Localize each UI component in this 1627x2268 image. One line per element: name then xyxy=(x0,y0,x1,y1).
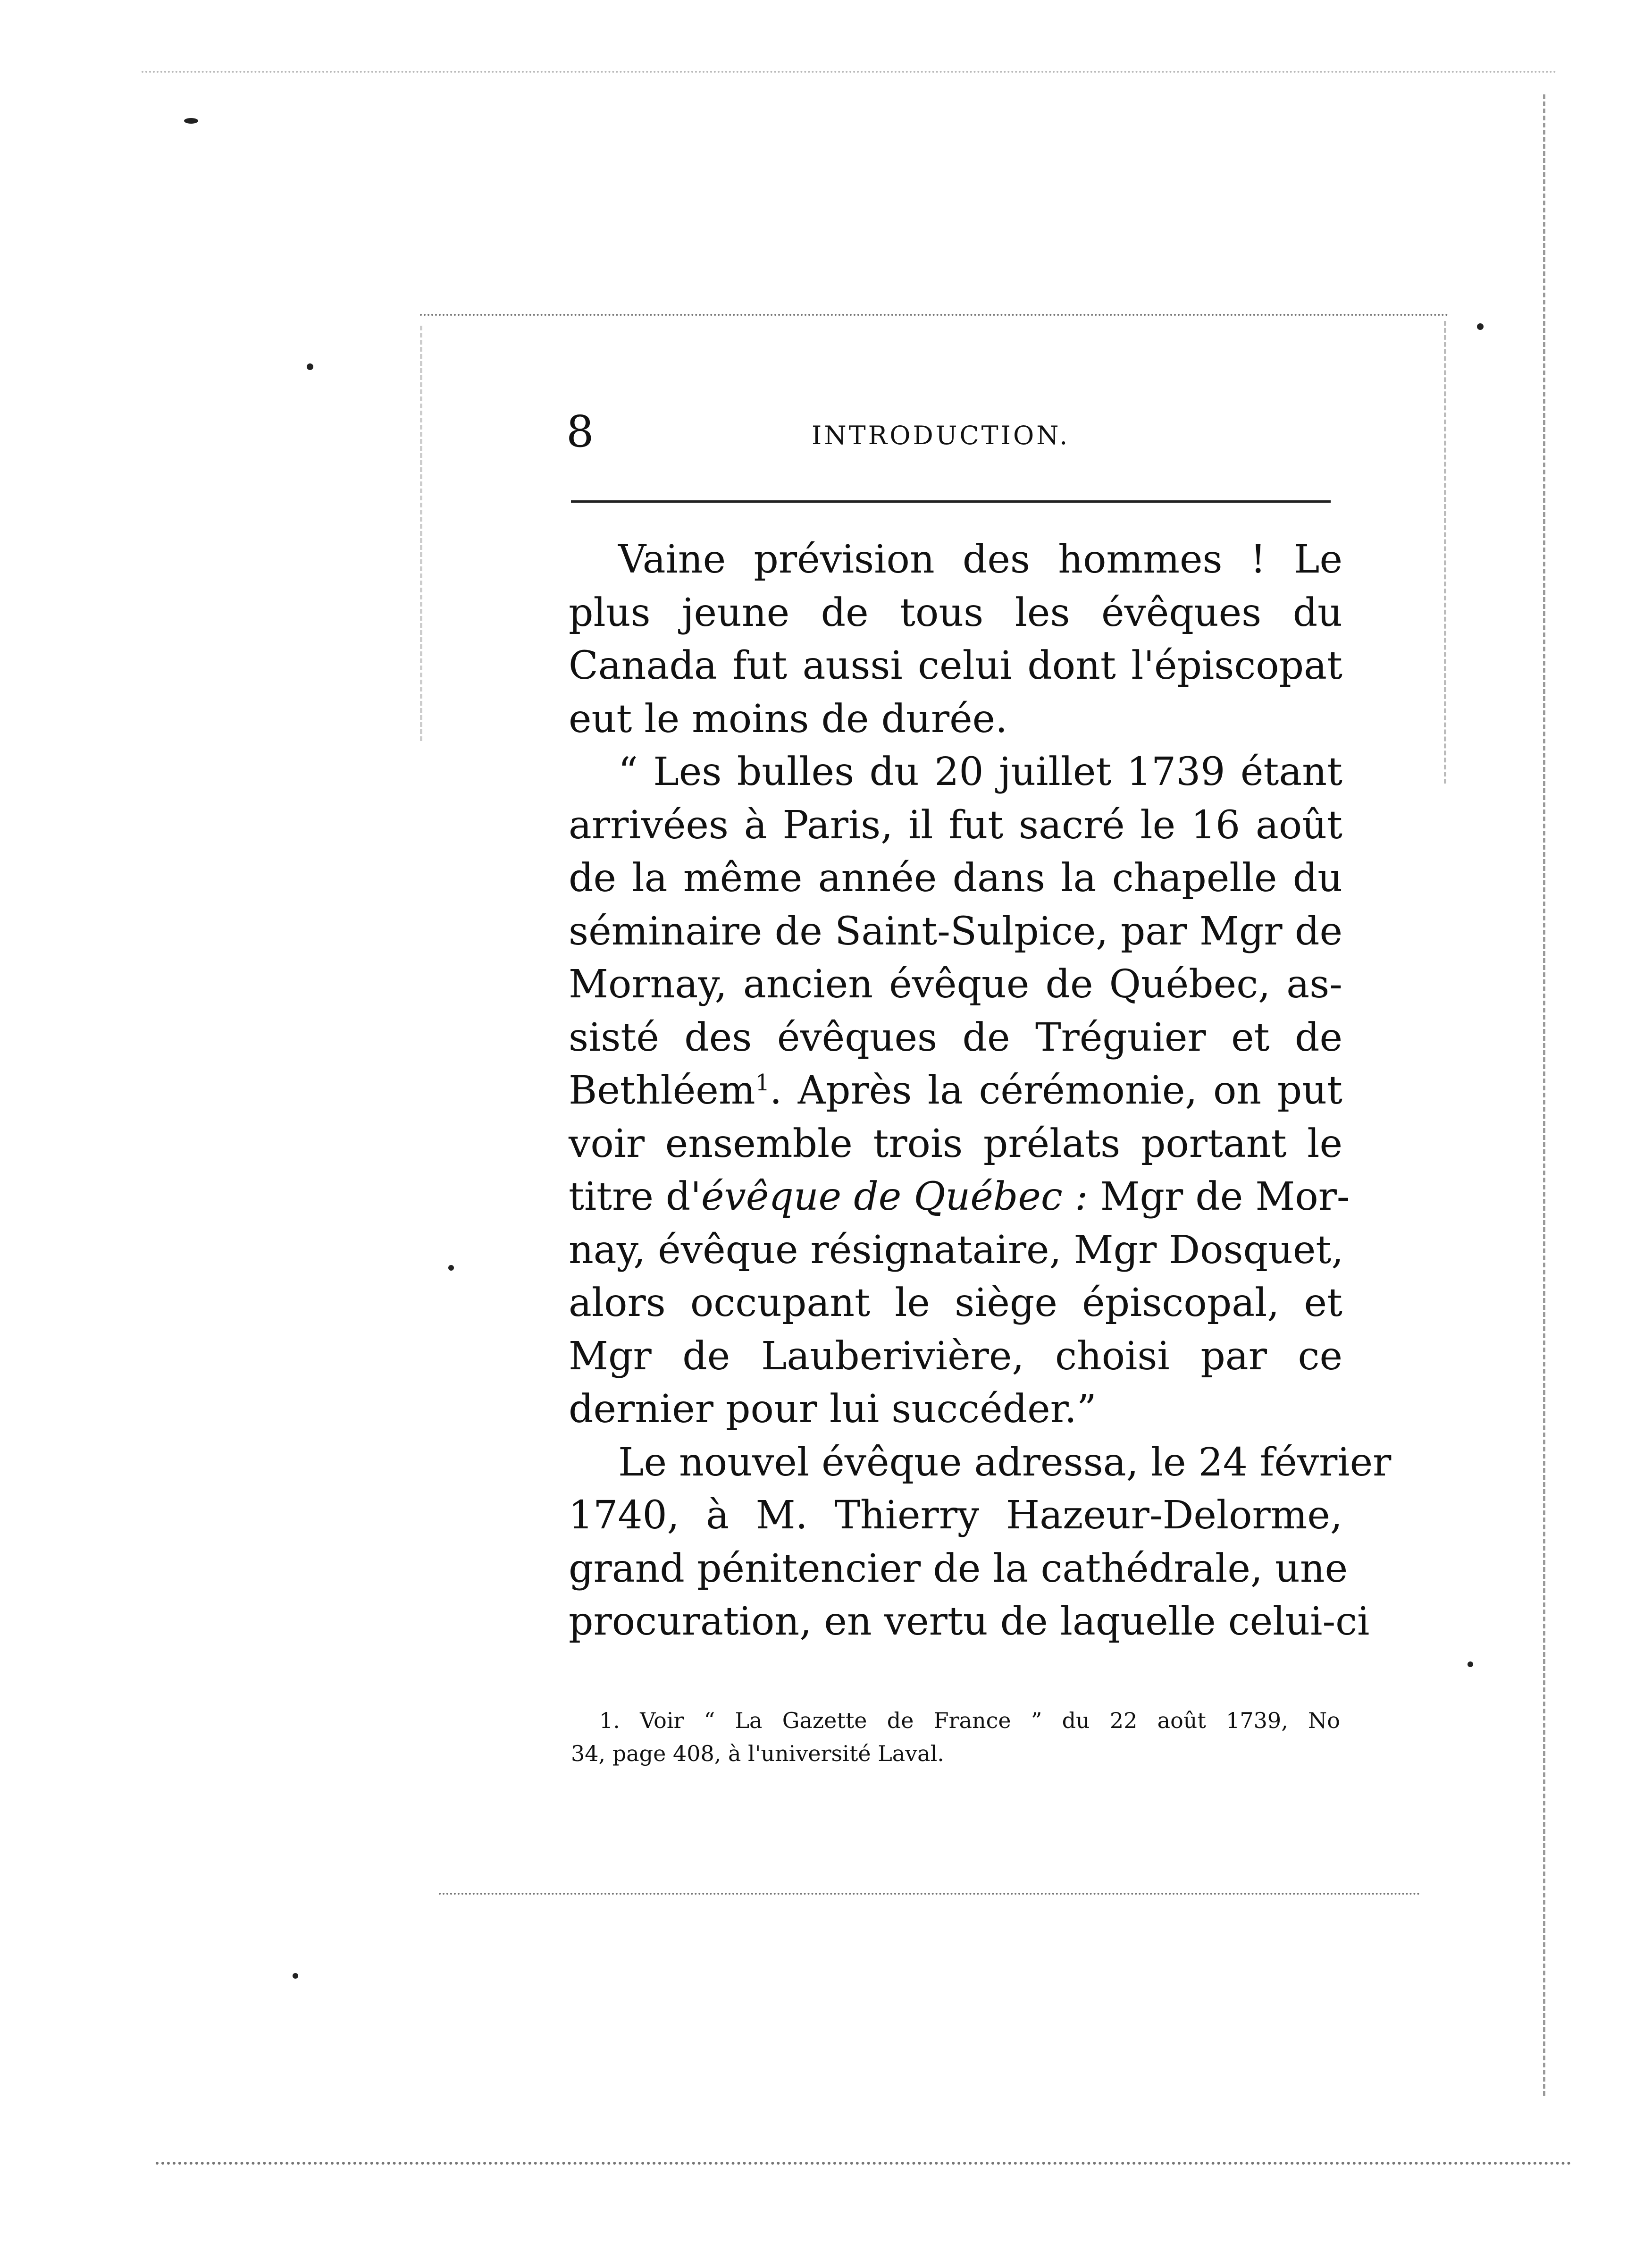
footnote-line: 1. Voir “ La Gazette de France ” du 22 août 1739, No xyxy=(599,1708,1340,1733)
scan-border-bottom xyxy=(439,1893,1420,1895)
scan-speck xyxy=(1477,323,1484,330)
text-line: Mornay, ancien évêque de Québec, as- xyxy=(569,962,1342,1007)
text-line xyxy=(569,1064,1342,1118)
scan-edge-bottom xyxy=(156,2162,1571,2165)
scan-speck xyxy=(1468,1661,1473,1667)
text-line: voir ensemble trois prélats portant le xyxy=(569,1121,1342,1166)
scan-speck xyxy=(307,363,313,370)
scan-edge-right xyxy=(1543,94,1545,2096)
scan-border-top xyxy=(420,314,1449,316)
scan-border-left xyxy=(420,326,422,741)
text-line: de la même année dans la chapelle du xyxy=(569,856,1342,901)
body-text xyxy=(569,533,1392,1649)
text-line: dernier pour lui succéder.” xyxy=(569,1387,1097,1432)
text-line: arrivées à Paris, il fut sacré le 16 août xyxy=(569,802,1342,848)
text-line: sisté des évêques de Tréguier et de xyxy=(569,1015,1342,1060)
text-line: Mgr de Lauberivière, choisi par ce xyxy=(569,1333,1342,1379)
text-fragment: titre d' xyxy=(569,1174,701,1219)
text-fragment: Mgr de Mor- xyxy=(1088,1174,1350,1219)
text-line: eut le moins de durée. xyxy=(569,696,1008,742)
scan-border-right xyxy=(1444,321,1446,784)
text-line: “ Les bulles du 20 juillet 1739 étant xyxy=(618,750,1342,794)
text-line: grand pénitencier de la cathédrale, une xyxy=(569,1546,1348,1591)
text-line: Vaine prévision des hommes ! Le xyxy=(618,537,1342,582)
text-line: Le nouvel évêque adressa, le 24 février xyxy=(618,1440,1392,1485)
text-line: plus jeune de tous les évêques du xyxy=(569,590,1342,635)
footnote-reference: 1 xyxy=(755,1070,770,1096)
footnote xyxy=(571,1704,1340,1770)
running-head: INTRODUCTION. xyxy=(812,421,1070,450)
text-line: Canada fut aussi celui dont l'épiscopat xyxy=(569,643,1342,688)
text-line xyxy=(569,1171,1350,1224)
scan-speck xyxy=(184,118,198,124)
text-fragment: Bethléem xyxy=(569,1068,755,1113)
scan-speck xyxy=(448,1265,454,1271)
page-header xyxy=(566,406,1331,458)
scan-edge-top xyxy=(142,71,1557,73)
text-line: procuration, en vertu de laquelle celui-ci xyxy=(569,1599,1370,1644)
text-line: 1740, à M. Thierry Hazeur-Delorme, xyxy=(569,1493,1342,1538)
footnote-line: 34, page 408, à l'université Laval. xyxy=(571,1741,944,1766)
text-line: nay, évêque résignataire, Mgr Dosquet, xyxy=(569,1227,1344,1273)
text-line: alors occupant le siège épiscopal, et xyxy=(569,1281,1342,1325)
text-fragment: . Après la cérémonie, on put xyxy=(770,1068,1342,1113)
scan-speck xyxy=(293,1973,298,1979)
text-line: séminaire de Saint-Sulpice, par Mgr de xyxy=(569,909,1342,954)
page-number: 8 xyxy=(566,406,594,457)
italic-phrase: évêque de Québec : xyxy=(701,1174,1088,1219)
header-rule xyxy=(571,500,1331,503)
